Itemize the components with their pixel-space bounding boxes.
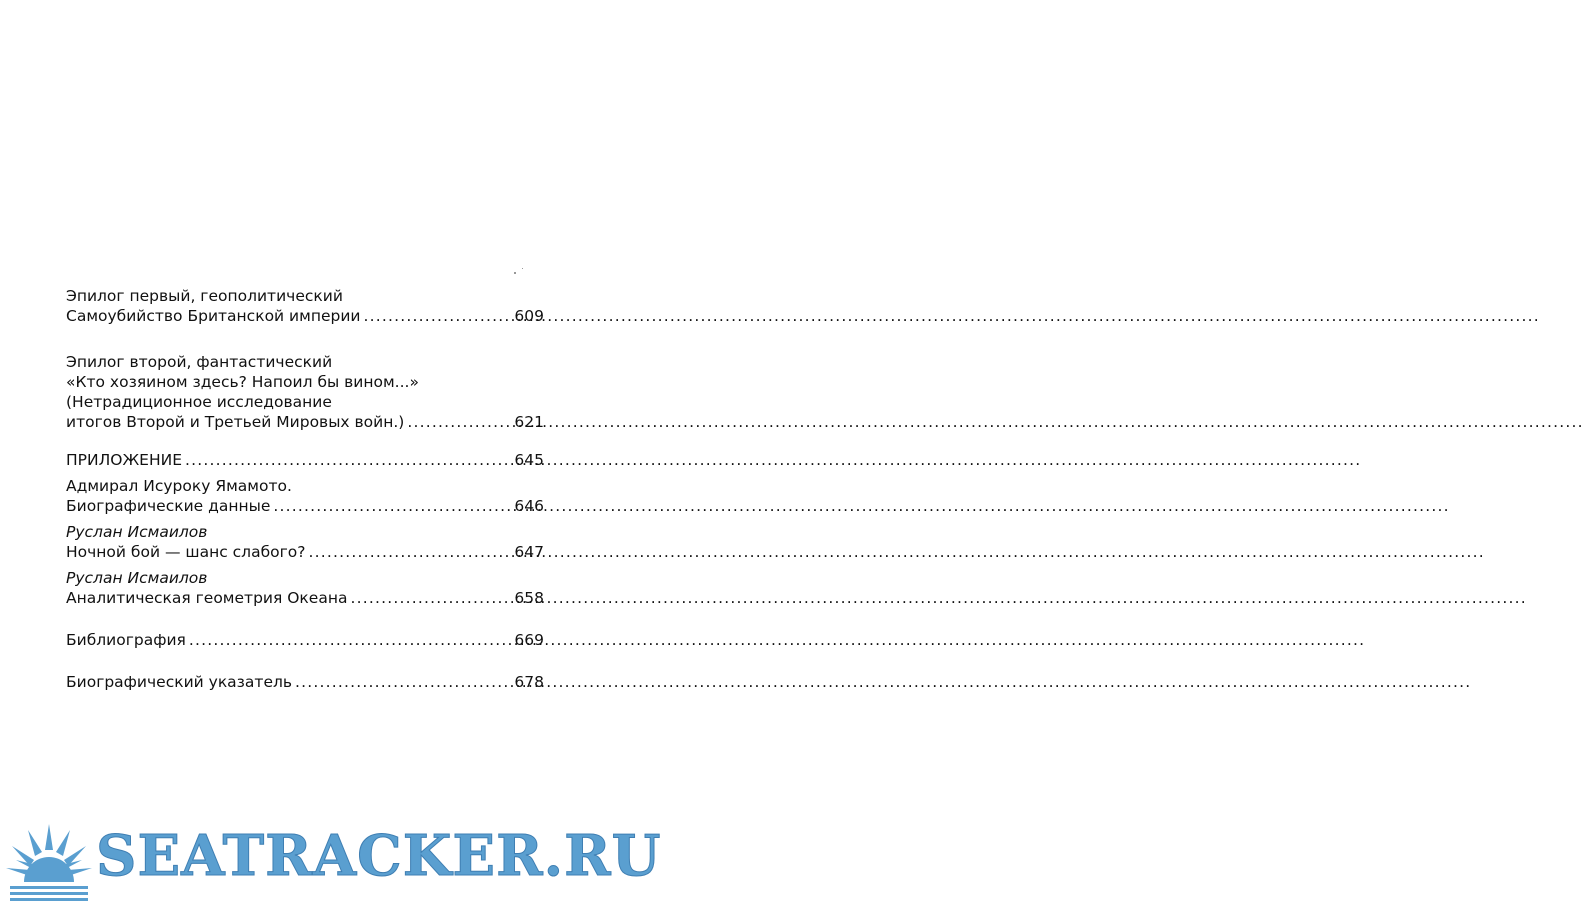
toc-entry-title: Аналитическая геометрия Океана	[66, 589, 348, 607]
toc-entry-title: «Кто хозяином здесь? Напоил бы вином...»	[66, 373, 419, 391]
scan-speck	[514, 272, 516, 274]
page-number: 645	[514, 451, 544, 469]
page-number: 609	[514, 307, 544, 325]
toc-entry-title: Библиография	[66, 631, 186, 649]
dot-leader	[273, 496, 502, 516]
sun-icon	[4, 820, 94, 908]
watermark-text: SEATRACKER.RU	[96, 823, 662, 889]
toc-entry-epilogue-2	[66, 352, 544, 432]
table-of-contents	[66, 286, 544, 692]
toc-entry-epilogue-1	[66, 286, 544, 326]
toc-entry-heading: Эпилог первый, геополитический	[66, 287, 343, 305]
toc-entry-appendix	[66, 450, 544, 470]
watermark	[0, 812, 662, 907]
page-number: 647	[514, 543, 544, 561]
toc-entry-title: ПРИЛОЖЕНИЕ	[66, 451, 182, 469]
dot-leader	[308, 542, 502, 562]
toc-entry-title: Ночной бой — шанс слабого?	[66, 543, 306, 561]
toc-entry-index	[66, 672, 544, 692]
toc-entry-title: Биографический указатель	[66, 673, 293, 691]
scan-speck	[522, 268, 523, 269]
toc-entry-subtitle: (Нетрадиционное исследование	[66, 393, 332, 411]
dot-leader	[407, 412, 502, 432]
dot-leader	[189, 630, 502, 650]
page-number: 669	[514, 631, 544, 649]
toc-entry-night-battle	[66, 522, 544, 562]
dot-leader	[295, 672, 502, 692]
toc-entry-bibliography	[66, 630, 544, 650]
page-number: 621	[514, 413, 544, 431]
dot-leader	[363, 306, 502, 326]
toc-entry-title: Самоубийство Британской империи	[66, 307, 361, 325]
page-number: 678	[514, 673, 544, 691]
toc-entry-author: Руслан Исмаилов	[66, 523, 208, 541]
toc-entry-subtitle: Биографические данные	[66, 497, 271, 515]
page-number: 646	[514, 497, 544, 515]
toc-entry-subtitle: итогов Второй и Третьей Мировых войн.)	[66, 413, 405, 431]
dot-leader	[350, 588, 502, 608]
dot-leader	[185, 450, 502, 470]
toc-entry-heading: Эпилог второй, фантастический	[66, 353, 333, 371]
toc-entry-author: Руслан Исмаилов	[66, 569, 208, 587]
toc-entry-title: Адмирал Исуроку Ямамото.	[66, 477, 292, 495]
toc-entry-ocean-geometry	[66, 568, 544, 608]
toc-entry-yamamoto	[66, 476, 544, 516]
page-number: 658	[514, 589, 544, 607]
